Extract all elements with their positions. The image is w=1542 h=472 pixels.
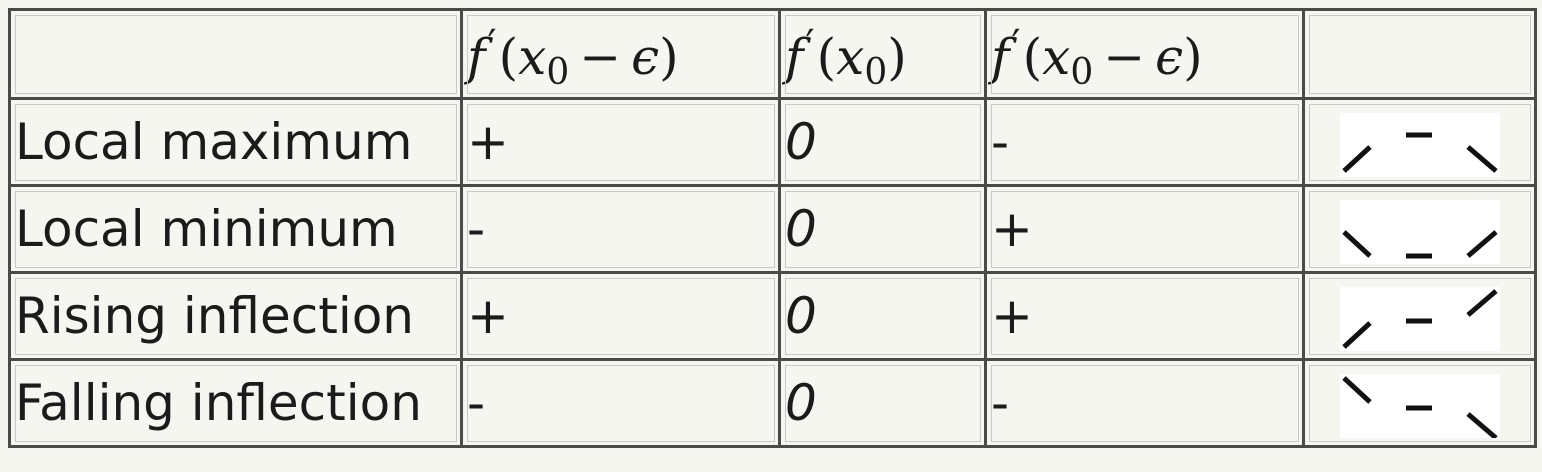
- math-f: f: [467, 27, 486, 86]
- sign-before: +: [462, 273, 780, 360]
- row-label: Falling inflection: [10, 360, 462, 447]
- math-epsilon: ϵ: [631, 27, 660, 86]
- sign-after: -: [986, 360, 1304, 447]
- value-at: 0: [780, 273, 986, 360]
- header-derivative-after: [986, 10, 1304, 99]
- math-minus: −: [579, 27, 622, 86]
- math-prime: ′: [1011, 21, 1021, 68]
- math-f: f: [991, 27, 1010, 86]
- math-subscript: 0: [1070, 51, 1094, 93]
- row-label: Local minimum: [10, 186, 462, 273]
- rising-inflection-shape-icon: [1340, 287, 1500, 351]
- math-x: x: [518, 27, 547, 86]
- shape-cell: [1304, 273, 1536, 360]
- header-empty-cell: [10, 10, 462, 99]
- math-derivative-at: [785, 16, 907, 93]
- local-maximum-shape-icon: [1340, 113, 1500, 177]
- header-derivative-at: [780, 10, 986, 99]
- math-paren-open: (: [1022, 27, 1043, 86]
- math-prime: ′: [805, 21, 815, 68]
- math-paren-open: (: [498, 27, 519, 86]
- table-row-rising-inflection: [10, 273, 1536, 360]
- sign-after: -: [986, 99, 1304, 186]
- math-paren-close: ): [1183, 27, 1203, 86]
- math-x: x: [836, 27, 865, 86]
- sign-after: +: [986, 273, 1304, 360]
- header-shape-cell: [1304, 10, 1536, 99]
- table-row-local-minimum: [10, 186, 1536, 273]
- falling-inflection-shape-icon: [1340, 374, 1500, 438]
- header-derivative-before: [462, 10, 780, 99]
- header-row: [10, 10, 1536, 99]
- sign-before: -: [462, 186, 780, 273]
- row-label: Rising inflection: [10, 273, 462, 360]
- math-subscript: 0: [546, 51, 570, 93]
- math-f: f: [785, 27, 804, 86]
- math-prime: ′: [487, 21, 497, 68]
- table-row-falling-inflection: [10, 360, 1536, 447]
- math-paren-open: (: [816, 27, 837, 86]
- math-minus: −: [1103, 27, 1146, 86]
- math-epsilon: ϵ: [1155, 27, 1184, 86]
- math-x: x: [1042, 27, 1071, 86]
- sign-before: -: [462, 360, 780, 447]
- shape-cell: [1304, 186, 1536, 273]
- shape-cell: [1304, 99, 1536, 186]
- math-derivative-before: [467, 16, 679, 93]
- table-row-local-maximum: [10, 99, 1536, 186]
- sign-before: +: [462, 99, 780, 186]
- sign-after: +: [986, 186, 1304, 273]
- derivative-sign-table: [8, 8, 1537, 448]
- math-subscript: 0: [864, 51, 888, 93]
- value-at: 0: [780, 186, 986, 273]
- math-paren-close: ): [659, 27, 679, 86]
- value-at: 0: [780, 360, 986, 447]
- local-minimum-shape-icon: [1340, 200, 1500, 264]
- math-derivative-after: [991, 16, 1203, 93]
- value-at: 0: [780, 99, 986, 186]
- math-paren-close: ): [887, 27, 907, 86]
- shape-cell: [1304, 360, 1536, 447]
- row-label: Local maximum: [10, 99, 462, 186]
